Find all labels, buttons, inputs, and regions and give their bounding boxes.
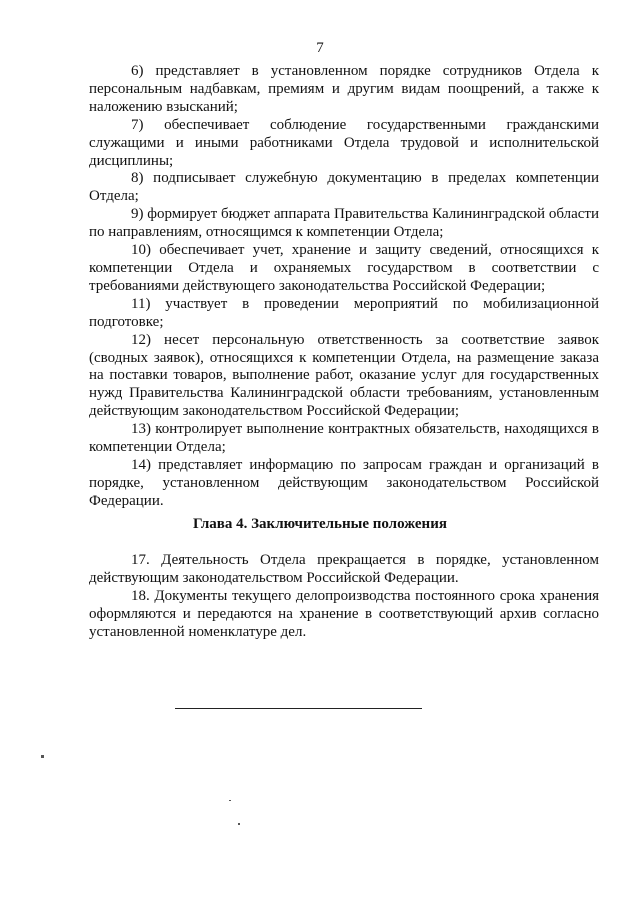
paragraph-item-12: 12) несет персональную ответственность за соответствие заявок (сводных заявок), относящихся к компетенции Отдела, на размещение заказа на поставки товаров, выполнение работ, оказание услуг для государственных нужд Правительства Калининградской области требованиям, установленным действующим законодательством Российской Федерации; (89, 331, 599, 420)
paragraph-item-7: 7) обеспечивает соблюдение государственными гражданскими служащими и иными работниками Отдела трудовой и исполнительской дисциплины; (89, 116, 599, 169)
paragraph-item-17: 17. Деятельность Отдела прекращается в порядке, установленном действующим законодательством Российской Федерации. (89, 552, 599, 586)
chapter-title: Глава 4. Заключительные положения (193, 516, 447, 532)
paragraph-item-11: 11) участвует в проведении мероприятий по мобилизационной подготовке; (89, 295, 599, 330)
paragraph-item-9: 9) формирует бюджет аппарата Правительства Калининградской области по направлениям, относящимся к компетенции Отдела; (89, 206, 599, 241)
end-of-text-rule (175, 708, 422, 709)
page-number: 7 (316, 40, 324, 56)
paragraph-item-13: 13) контролирует выполнение контрактных обязательств, находящихся в компетенции Отдела; (89, 421, 599, 456)
scan-speck (238, 823, 240, 825)
final-provisions (89, 552, 599, 642)
scan-speck (41, 755, 44, 758)
paragraph-item-6: 6) представляет в установленном порядке сотрудников Отдела к персональным надбавкам, премиям и другим видам поощрений, а также к наложению взысканий; (89, 63, 599, 115)
paragraph-item-14: 14) представляет информацию по запросам граждан и организаций в порядке, установленном действующим законодательством Российской Федерации. (89, 456, 599, 509)
paragraph-item-8: 8) подписывает служебную документацию в пределах компетенции Отдела; (89, 170, 599, 205)
paragraph-item-18: 18. Документы текущего делопроизводства постоянного срока хранения оформляются и передаются на хранение в соответствующий архив согласно установленной номенклатуре дел. (89, 587, 599, 640)
scan-speck (229, 800, 231, 801)
paragraph-item-10: 10) обеспечивает учет, хранение и защиту сведений, относящихся к компетенции Отдела и охраняемых государством в соответствии с требованиями действующего законодательства Российской Федерации; (89, 242, 599, 294)
duties-list (89, 63, 599, 511)
